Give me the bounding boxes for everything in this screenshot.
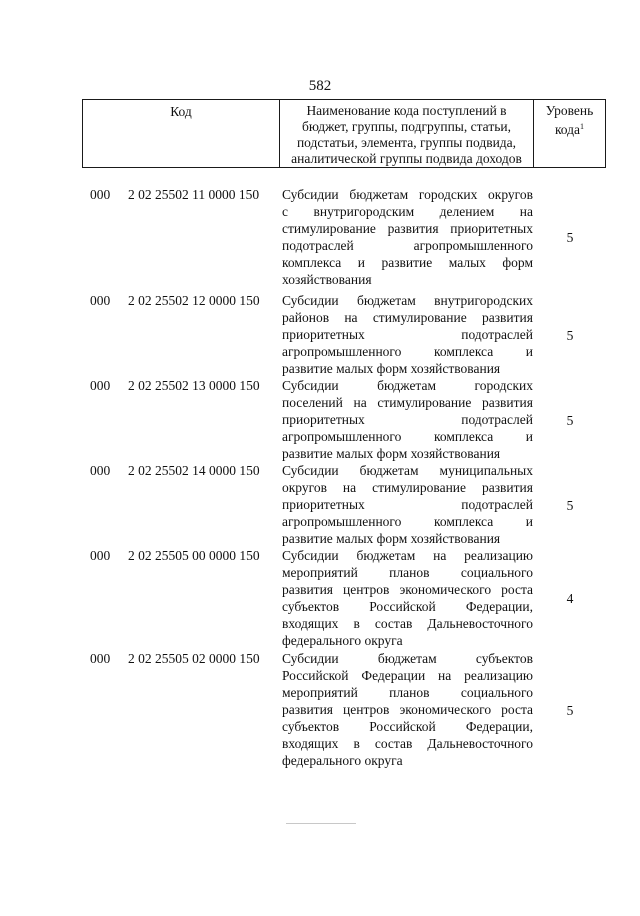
description-line: входящих в состав Дальневосточного <box>282 616 533 631</box>
description-line: Субсидии бюджетам городских <box>282 378 533 393</box>
revenue-code: 2 02 25505 02 0000 150 <box>128 651 260 666</box>
table-header <box>82 99 606 168</box>
description-line: развития центров экономического роста <box>282 702 533 717</box>
revenue-description <box>282 186 533 288</box>
description-line: приоритетных подотраслей <box>282 412 533 427</box>
description-line: субъектов Российской Федерации, <box>282 599 533 614</box>
description-line: приоритетных подотраслей <box>282 327 533 342</box>
header-level-line: Уровень <box>545 103 594 118</box>
revenue-code: 2 02 25505 00 0000 150 <box>128 548 260 563</box>
description-line: субъектов Российской Федерации, <box>282 719 533 734</box>
description-line: районов на стимулирование развития <box>282 310 533 325</box>
revenue-description <box>282 377 533 462</box>
description-line: Субсидии бюджетам внутригородских <box>282 293 533 308</box>
description-line: приоритетных подотраслей <box>282 497 533 512</box>
code-level: 5 <box>566 328 574 343</box>
description-line: поселений на стимулирование развития <box>282 395 533 410</box>
admin-code: 000 <box>90 378 111 393</box>
description-line: Субсидии бюджетам муниципальных <box>282 463 533 478</box>
description-line: округов на стимулирование развития <box>282 480 533 495</box>
header-level-line <box>534 119 605 138</box>
admin-code: 000 <box>90 651 111 666</box>
admin-code: 000 <box>90 548 111 563</box>
header-name-cell <box>280 100 534 167</box>
header-name-line: аналитической группы подвида доходов <box>291 151 522 166</box>
description-line: хозяйствования <box>282 272 372 287</box>
code-level: 5 <box>566 413 574 428</box>
revenue-code: 2 02 25502 13 0000 150 <box>128 378 260 393</box>
header-code-cell: Код <box>83 100 280 167</box>
description-line: Субсидии бюджетам на реализацию <box>282 548 533 563</box>
description-line: мероприятий планов социального <box>282 685 533 700</box>
description-line: федерального округа <box>282 633 403 648</box>
revenue-code: 2 02 25502 14 0000 150 <box>128 463 260 478</box>
revenue-description <box>282 292 533 377</box>
page-number: 582 <box>308 78 332 94</box>
description-line: развитие малых форм хозяйствования <box>282 361 501 376</box>
revenue-description <box>282 462 533 547</box>
description-line: подотраслей агропромышленного <box>282 238 533 253</box>
header-name-line: бюджет, группы, подгруппы, статьи, <box>302 119 511 134</box>
header-name-line: Наименование кода поступлений в <box>306 103 507 118</box>
description-line: комплекса и развитие малых форм <box>282 255 533 270</box>
code-level: 5 <box>566 498 574 513</box>
code-level: 5 <box>566 703 574 718</box>
footnote-marker: 1 <box>580 122 585 131</box>
description-line: агропромышленного комплекса и <box>282 344 533 359</box>
description-line: агропромышленного комплекса и <box>282 514 533 529</box>
revenue-code: 2 02 25502 11 0000 150 <box>128 187 260 202</box>
description-line: федерального округа <box>282 753 403 768</box>
revenue-description <box>282 547 533 649</box>
header-level-word: кода <box>554 122 581 137</box>
description-line: развития центров экономического роста <box>282 582 533 597</box>
admin-code: 000 <box>90 463 111 478</box>
description-line: мероприятий планов социального <box>282 565 533 580</box>
description-line: агропромышленного комплекса и <box>282 429 533 444</box>
code-level: 5 <box>566 230 574 245</box>
description-line: входящих в состав Дальневосточного <box>282 736 533 751</box>
description-line: развитие малых форм хозяйствования <box>282 446 501 461</box>
admin-code: 000 <box>90 293 111 308</box>
revenue-code: 2 02 25502 12 0000 150 <box>128 293 260 308</box>
description-line: развитие малых форм хозяйствования <box>282 531 501 546</box>
header-name-line: подстатьи, элемента, группы подвида, <box>296 135 517 150</box>
description-line: Субсидии бюджетам городских округов <box>282 187 533 202</box>
header-level-cell <box>534 100 605 167</box>
admin-code: 000 <box>90 187 111 202</box>
description-line: Субсидии бюджетам субъектов <box>282 651 533 666</box>
code-level: 4 <box>566 591 574 606</box>
revenue-description <box>282 650 533 769</box>
description-line: стимулирование развития приоритетных <box>282 221 533 236</box>
description-line: с внутригородским делением на <box>282 204 533 219</box>
description-line: Российской Федерации на реализацию <box>282 668 533 683</box>
faint-mark <box>286 823 356 824</box>
